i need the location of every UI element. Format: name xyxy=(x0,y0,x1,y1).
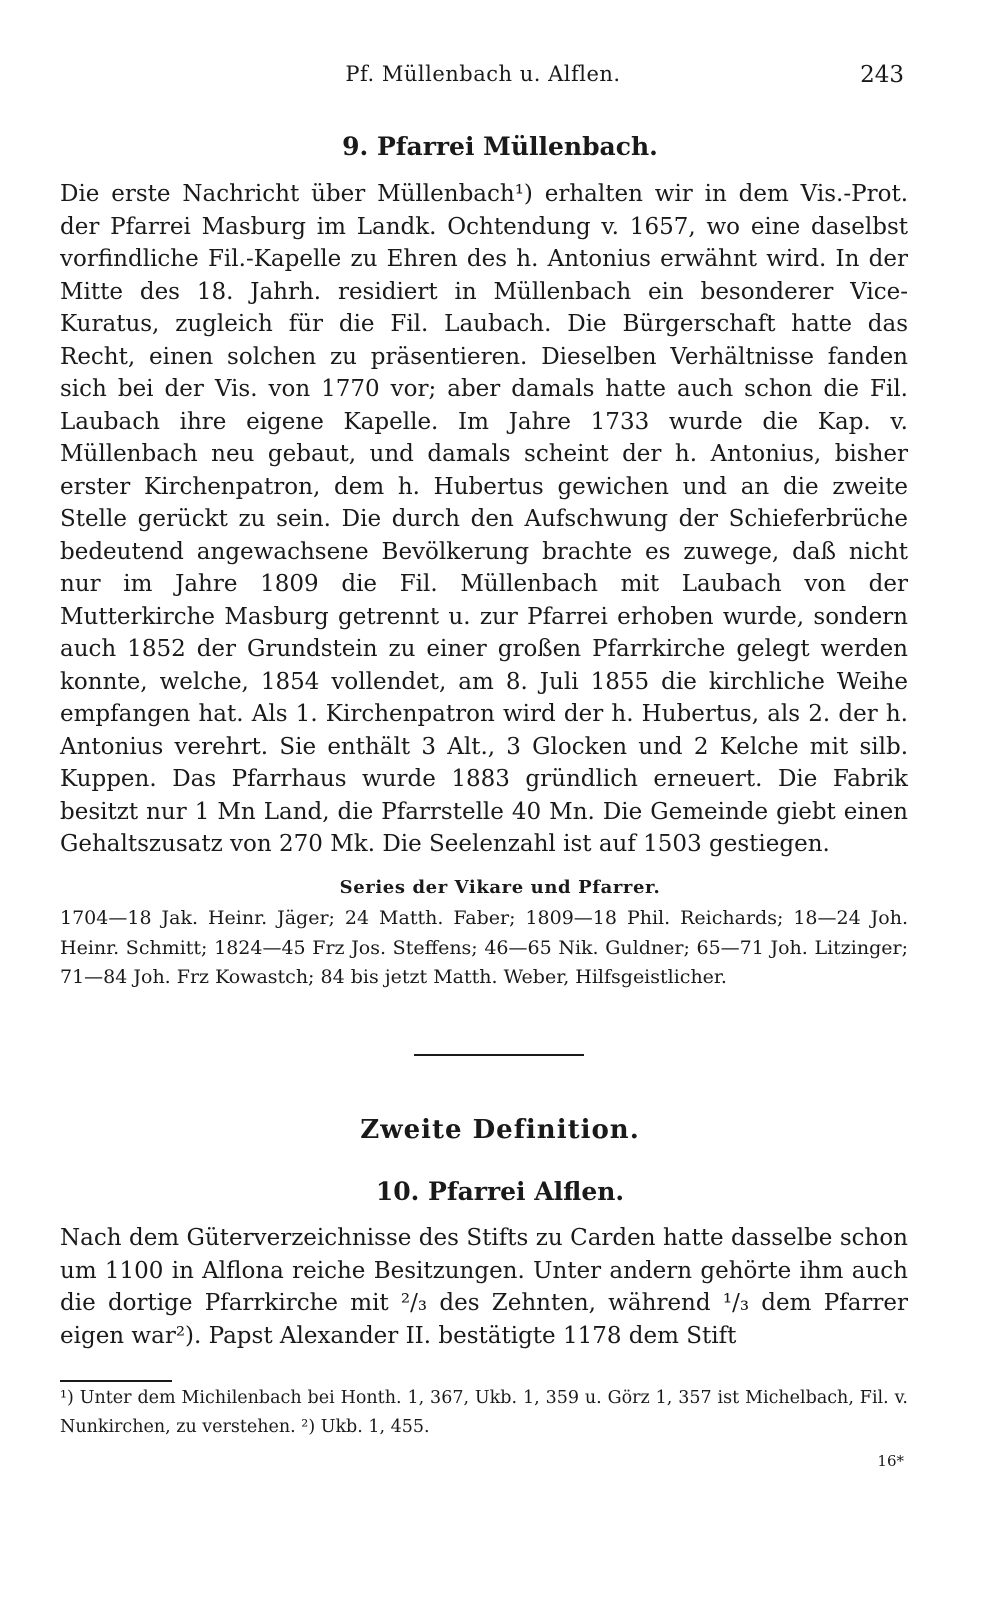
section-divider xyxy=(414,1054,584,1056)
running-title: Pf. Müllenbach u. Alflen. xyxy=(345,62,621,86)
section-10-paragraph: Nach dem Güterverzeichnisse des Stifts zu Carden hatte dasselbe schon um 1100 in Alflona reiche Besitzungen. Unter andern gehörte ihm auch die dortige Pfarrkirche mit ²/₃ des Zehnten, während ¹/₃ dem Pfarrer eigen war²). Papst Alexander II. bestätigte 1178 dem Stift xyxy=(60,1225,908,1349)
footnotes: ¹) Unter dem Michilenbach bei Honth. 1, 367, Ukb. 1, 359 u. Görz 1, 357 ist Michelbach, Fil. v. Nunkirchen, zu verstehen. ²) Ukb. 1, 455. xyxy=(60,1388,908,1437)
page-number: 243 xyxy=(860,62,904,88)
running-header xyxy=(62,62,904,94)
signature-mark: 16* xyxy=(877,1452,904,1470)
footnote-divider xyxy=(60,1380,172,1382)
section-9-heading: 9. Pfarrei Müllenbach. xyxy=(342,132,658,161)
series-list: 1704—18 Jak. Heinr. Jäger; 24 Matth. Faber; 1809—18 Phil. Reichards; 18—24 Joh. Heinr. Schmitt; 1824—45 Frz Jos. Steffens; 46—65 Nik. Guldner; 65—71 Joh. Litzinger; 71—84 Joh. Frz Kowastch; 84 bis jetzt Matth. Weber, Hilfsgeistlicher. xyxy=(60,907,908,988)
definition-heading: Zweite Definition. xyxy=(360,1115,640,1145)
series-heading: Series der Vikare und Pfarrer. xyxy=(339,877,661,898)
section-9-paragraph: Die erste Nachricht über Müllenbach¹) erhalten wir in dem Vis.-Prot. der Pfarrei Masburg im Landk. Ochtendung v. 1657, wo eine daselbst vorfindliche Fil.-Kapelle zu Ehren des h. Antonius erwähnt wird. In der Mitte des 18. Jahrh. residiert in Müllenbach ein besonderer Vice-Kuratus, zugleich für die Fil. Laubach. Die Bürgerschaft hatte das Recht, einen solchen zu präsentieren. Dieselben Verhältnisse fanden sich bei der Vis. von 1770 vor; aber damals hatte auch schon die Fil. Laubach ihre eigene Kapelle. Im Jahre 1733 wurde die Kap. v. Müllenbach neu gebaut, und damals scheint der h. Antonius, bisher erster Kirchenpatron, dem h. Hubertus gewichen und an die zweite Stelle gerückt zu sein. Die durch den Aufschwung der Schieferbrüche bedeutend angewachsene Bevölkerung brachte es zuwege, daß nicht nur im Jahre 1809 die Fil. Müllenbach mit Laubach von der Mutterkirche Masburg getrennt u. zur Pfarrei erhoben wurde, sondern auch 1852 der Grundstein zu einer großen Pfarrkirche gelegt werden konnte, welche, 1854 vollendet, am 8. Juli 1855 die kirchliche Weihe empfangen hat. Als 1. Kirchenpatron wird der h. Hubertus, als 2. der h. Antonius verehrt. Sie enthält 3 Alt., 3 Glocken und 2 Kelche mit silb. Kuppen. Das Pfarrhaus wurde 1883 gründlich erneuert. Die Fabrik besitzt nur 1 Mn Land, die Pfarrstelle 40 Mn. Die Gemeinde giebt einen Gehaltszusatz von 270 Mk. Die Seelenzahl ist auf 1503 gestiegen. xyxy=(60,181,908,857)
section-10-heading: 10. Pfarrei Alflen. xyxy=(375,1177,625,1206)
